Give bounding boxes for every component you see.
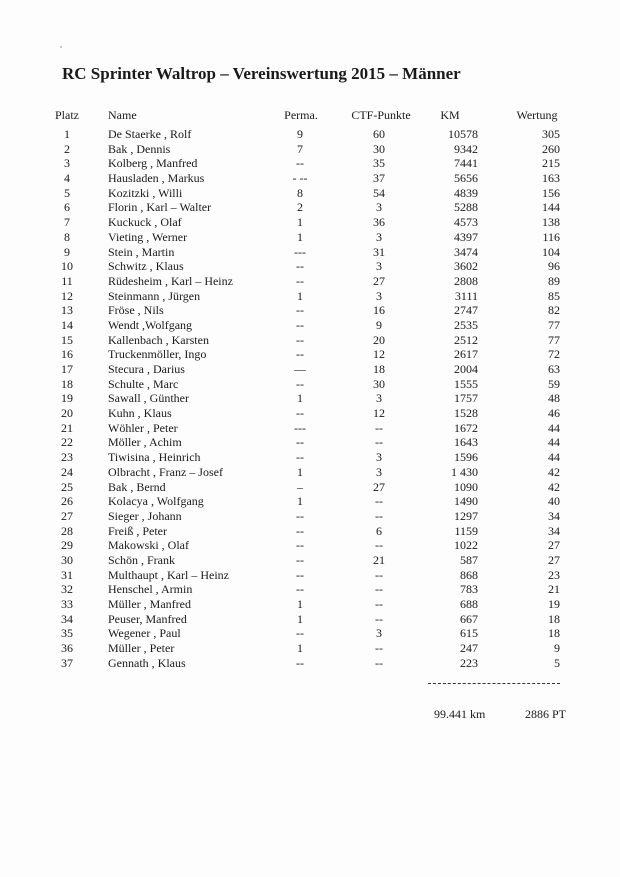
row-ctf-points: -- [375,582,383,597]
row-km: 7441 [454,156,478,171]
row-rank: 30 [61,552,73,567]
row-ctf-points: 27 [373,479,385,494]
table-row [0,391,620,406]
row-perma: -- [296,626,304,641]
table-row [0,156,620,171]
row-score: 27 [548,538,560,553]
row-rank: 4 [64,171,70,186]
row-name: Bak , Bernd [108,479,166,494]
table-row [0,274,620,289]
row-score: 19 [548,597,560,611]
row-name: Olbracht , Franz – Josef [108,464,223,479]
row-name: Florin , Karl – Walter [108,200,212,215]
row-perma: -- [296,376,304,391]
table-row [0,318,620,333]
row-ctf-points: -- [375,567,383,582]
row-score: 215 [542,156,560,171]
table-row [0,538,620,553]
table-row [0,127,620,142]
row-ctf-points: 30 [373,376,385,391]
row-name: Gennath , Klaus [108,655,186,670]
row-name: Vieting , Werner [108,229,188,244]
row-ctf-points: 35 [373,156,385,171]
row-rank: 2 [64,141,70,156]
row-ctf-points: 3 [376,626,382,641]
table-row [0,333,620,348]
row-score: 305 [542,127,560,141]
header-perma: Perma. [284,108,318,122]
row-km: 688 [460,597,478,611]
row-name: Möller , Achim [108,435,182,450]
row-perma: – [297,479,303,494]
row-rank: 26 [61,494,73,509]
table-row [0,362,620,377]
row-rank: 37 [61,655,73,670]
row-perma: 1 [297,641,303,656]
row-name: Stecura , Darius [108,362,185,376]
table-row [0,303,620,318]
table-row [0,435,620,450]
row-rank: 15 [61,332,73,347]
row-name: Sieger , Johann [108,508,182,523]
row-score: 85 [548,288,560,303]
row-score: 77 [548,332,560,347]
row-km: 1159 [454,523,478,538]
table-row [0,553,620,568]
row-rank: 12 [61,288,73,303]
row-score: 72 [548,347,560,362]
row-km: 2808 [454,273,478,288]
row-rank: 20 [61,406,73,421]
row-score: 77 [548,317,560,332]
row-perma: 1 [297,597,303,611]
row-perma: -- [296,567,304,582]
row-perma: 1 [297,611,303,626]
row-rank: 8 [64,229,70,244]
row-ctf-points: 30 [373,141,385,156]
row-km: 1757 [454,391,478,406]
row-perma: — [294,362,306,376]
row-score: 34 [548,508,560,523]
row-perma: 1 [297,215,303,230]
row-rank: 29 [61,538,73,553]
table-row [0,524,620,539]
row-rank: 1 [64,127,70,141]
row-ctf-points: 6 [376,523,382,538]
table-row [0,465,620,480]
row-ctf-points: 3 [376,391,382,406]
row-name: Multhaupt , Karl – Heinz [108,567,229,582]
row-name: Rüdesheim , Karl – Heinz [108,273,233,288]
table-row [0,289,620,304]
table-row [0,626,620,641]
row-ctf-points: -- [375,611,383,626]
row-rank: 9 [64,244,70,259]
row-score: 144 [542,200,560,215]
row-km: 2617 [454,347,478,362]
row-perma: -- [296,273,304,288]
row-ctf-points: -- [375,655,383,670]
total-divider [428,683,560,684]
row-km: 2004 [454,362,478,376]
table-row [0,597,620,612]
row-km: 10578 [448,127,478,141]
row-rank: 16 [61,347,73,362]
row-km: 1297 [454,508,478,523]
row-score: 163 [542,171,560,186]
header-km: KM [440,108,460,122]
row-perma: 1 [297,288,303,303]
row-km: 3602 [454,259,478,274]
row-km: 2512 [454,332,478,347]
row-name: Makowski , Olaf [108,538,189,553]
row-name: Kolacya , Wolfgang [108,494,204,509]
header-rank: Platz [55,108,79,122]
row-perma: -- [296,259,304,274]
row-rank: 10 [61,259,73,274]
row-score: 59 [548,376,560,391]
row-km: 1672 [454,420,478,435]
row-rank: 35 [61,626,73,641]
row-perma: -- [296,538,304,553]
row-rank: 13 [61,303,73,318]
row-perma: 1 [297,391,303,406]
row-ctf-points: 54 [373,185,385,200]
row-ctf-points: -- [375,538,383,553]
row-ctf-points: -- [375,641,383,656]
row-perma: 9 [297,127,303,141]
row-perma: 1 [297,494,303,509]
table-row [0,641,620,656]
row-km: 1528 [454,406,478,421]
row-ctf-points: 16 [373,303,385,318]
table-row [0,494,620,509]
row-name: Sawall , Günther [108,391,189,406]
row-rank: 18 [61,376,73,391]
row-ctf-points: 3 [376,464,382,479]
row-perma: -- [296,435,304,450]
row-km: 587 [460,552,478,567]
row-name: Hausladen , Markus [108,171,205,186]
row-name: Bak , Dennis [108,141,171,156]
table-row [0,259,620,274]
document-title: RC Sprinter Waltrop – Vereinswertung 2015 – Männer [62,64,461,83]
row-km: 1022 [454,538,478,553]
row-score: 44 [548,420,560,435]
row-ctf-points: -- [375,494,383,509]
row-rank: 23 [61,450,73,465]
row-rank: 36 [61,641,73,656]
row-km: 1090 [454,479,478,494]
row-score: 63 [548,362,560,376]
total-points: 2886 PT [524,707,566,721]
table-header [0,108,620,124]
row-score: 5 [554,655,560,670]
row-name: Müller , Peter [108,641,175,656]
row-name: Tiwisina , Heinrich [108,450,201,465]
row-name: Steinmann , Jürgen [108,288,201,303]
row-name: Kuhn , Klaus [108,406,172,421]
row-km: 2747 [454,303,478,318]
row-name: De Staerke , Rolf [108,127,192,141]
row-ctf-points: 9 [376,317,382,332]
row-rank: 3 [64,156,70,171]
row-km: 4573 [454,215,478,230]
row-ctf-points: 60 [373,127,385,141]
header-ctf: CTF-Punkte [351,108,411,122]
row-ctf-points: 37 [373,171,385,186]
row-ctf-points: 12 [373,347,385,362]
row-km: 667 [460,611,478,626]
row-ctf-points: -- [375,597,383,611]
row-name: Stein , Martin [108,244,175,259]
row-name: Fröse , Nils [108,303,164,318]
row-perma: --- [294,244,306,259]
row-name: Freiß , Peter [108,523,167,538]
row-ctf-points: 12 [373,406,385,421]
header-score: Wertung [516,108,558,122]
row-score: 260 [542,141,560,156]
row-km: 3474 [454,244,478,259]
row-name: Truckenmöller, Ingo [108,347,207,362]
row-km: 1596 [454,450,478,465]
row-rank: 25 [61,479,73,494]
row-rank: 27 [61,508,73,523]
row-ctf-points: 31 [373,244,385,259]
table-row [0,568,620,583]
row-perma: 7 [297,141,303,156]
row-perma: - -- [292,171,308,186]
row-score: 46 [548,406,560,421]
row-rank: 11 [61,273,73,288]
row-score: 42 [548,464,560,479]
table-row [0,186,620,201]
row-perma: 2 [297,200,303,215]
row-perma: -- [296,508,304,523]
row-perma: -- [296,347,304,362]
row-rank: 32 [61,582,73,597]
row-km: 1555 [454,376,478,391]
row-score: 27 [548,552,560,567]
row-score: 34 [548,523,560,538]
table-row [0,612,620,627]
row-score: 9 [554,641,560,656]
row-km: 3111 [454,288,478,303]
row-ctf-points: 3 [376,200,382,215]
row-perma: 1 [297,464,303,479]
row-rank: 14 [61,317,73,332]
row-score: 18 [548,611,560,626]
row-km: 1643 [454,435,478,450]
row-name: Schwitz , Klaus [108,259,184,274]
row-score: 138 [542,215,560,230]
row-km: 615 [460,626,478,641]
row-km: 1490 [454,494,478,509]
row-km: 9342 [454,141,478,156]
row-score: 104 [542,244,560,259]
row-ctf-points: 27 [373,273,385,288]
table-row [0,200,620,215]
table-row [0,509,620,524]
row-km: 223 [460,655,478,670]
row-score: 82 [548,303,560,318]
table-row [0,582,620,597]
table-row [0,450,620,465]
table-row [0,421,620,436]
row-score: 116 [542,229,560,244]
row-name: Kozitzki , Willi [108,185,183,200]
row-score: 23 [548,567,560,582]
row-ctf-points: 3 [376,288,382,303]
row-ctf-points: 3 [376,259,382,274]
row-name: Kuckuck , Olaf [108,215,182,230]
row-score: 156 [542,185,560,200]
row-score: 21 [548,582,560,597]
row-name: Kallenbach , Karsten [108,332,209,347]
row-score: 89 [548,273,560,288]
row-rank: 21 [61,420,73,435]
row-perma: -- [296,156,304,171]
table-row [0,377,620,392]
scan-speck [60,46,62,48]
row-km: 5288 [454,200,478,215]
row-name: Wöhler , Peter [108,420,178,435]
row-perma: 1 [297,229,303,244]
row-rank: 17 [61,362,73,376]
row-ctf-points: 21 [373,552,385,567]
row-name: Wegener , Paul [108,626,181,641]
row-score: 40 [548,494,560,509]
row-km: 4397 [454,229,478,244]
row-km: 4839 [454,185,478,200]
row-perma: -- [296,655,304,670]
row-km: 868 [460,567,478,582]
row-perma: -- [296,450,304,465]
table-row [0,245,620,260]
row-score: 18 [548,626,560,641]
row-rank: 33 [61,597,73,611]
row-rank: 5 [64,185,70,200]
row-km: 247 [460,641,478,656]
row-perma: -- [296,552,304,567]
row-ctf-points: -- [375,435,383,450]
ranking-table [0,127,620,670]
row-rank: 6 [64,200,70,215]
row-name: Schulte , Marc [108,376,179,391]
row-ctf-points: 3 [376,229,382,244]
row-ctf-points: -- [375,508,383,523]
table-row [0,656,620,671]
row-perma: -- [296,523,304,538]
row-score: 44 [548,450,560,465]
table-row [0,230,620,245]
row-perma: -- [296,582,304,597]
table-row [0,171,620,186]
row-km: 1 430 [451,464,478,479]
row-ctf-points: 18 [373,362,385,376]
row-ctf-points: 36 [373,215,385,230]
row-name: Kolberg , Manfred [108,156,198,171]
row-rank: 24 [61,464,73,479]
total-km: 99.441 km [434,707,486,721]
row-ctf-points: -- [375,420,383,435]
row-rank: 34 [61,611,73,626]
row-rank: 28 [61,523,73,538]
table-row [0,142,620,157]
table-row [0,215,620,230]
row-rank: 22 [61,435,73,450]
row-name: Peuser, Manfred [108,611,187,626]
row-rank: 7 [64,215,70,230]
row-score: 96 [548,259,560,274]
row-perma: -- [296,317,304,332]
row-perma: --- [294,420,306,435]
row-km: 783 [460,582,478,597]
row-name: Henschel , Armin [108,582,193,597]
row-perma: 8 [297,185,303,200]
table-row [0,347,620,362]
row-ctf-points: 3 [376,450,382,465]
row-perma: -- [296,332,304,347]
row-km: 2535 [454,317,478,332]
header-name: Name [108,108,137,122]
row-name: Müller , Manfred [108,597,191,611]
row-score: 42 [548,479,560,494]
row-score: 44 [548,435,560,450]
row-name: Schön , Frank [108,552,175,567]
row-rank: 19 [61,391,73,406]
row-km: 5656 [454,171,478,186]
row-rank: 31 [61,567,73,582]
row-perma: -- [296,406,304,421]
table-row [0,480,620,495]
row-ctf-points: 20 [373,332,385,347]
row-score: 48 [548,391,560,406]
row-perma: -- [296,303,304,318]
table-row [0,406,620,421]
row-name: Wendt ,Wolfgang [108,317,193,332]
